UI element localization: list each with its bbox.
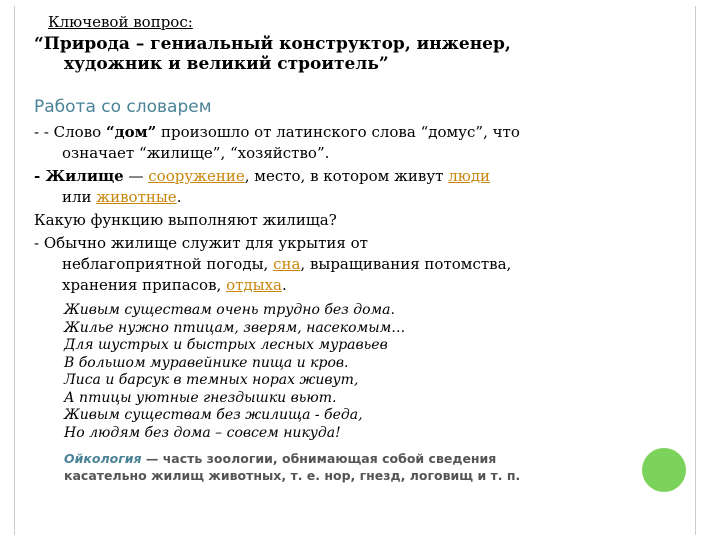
word-dom-paragraph	[34, 122, 684, 164]
answer-line-2	[34, 254, 684, 275]
zhilishche-paragraph	[34, 166, 684, 208]
ecology-rest: — часть зоологии, обнимающая собой сведения	[141, 451, 497, 466]
answer-line-1: - Обычно жилище служит для укрытия от	[34, 234, 368, 252]
word-dom-prefix: - - Слово	[34, 123, 106, 141]
link-sooruzhenie[interactable]: сооружение	[148, 167, 245, 185]
word-dom-term: “дом”	[105, 123, 157, 141]
ecology-definition	[64, 450, 684, 484]
answer-line2-pre: неблагоприятной погоды,	[62, 255, 274, 273]
answer-line-3	[34, 275, 684, 296]
poem-line: Но людям без дома – совсем никуда!	[64, 424, 341, 441]
answer-line3-pre: хранения припасов,	[62, 276, 227, 294]
answer-line2-post: , выращивания потомства,	[300, 255, 512, 273]
link-lyudi[interactable]: люди	[448, 167, 491, 185]
quote-line-2: художник и великий строитель”	[64, 54, 389, 74]
poem-line: Живым существам очень трудно без дома.	[64, 302, 395, 318]
word-dom-line-2: означает “жилище”, “хозяйство”.	[62, 144, 330, 162]
slide-content	[34, 12, 684, 484]
zhilishche-line2-post: .	[176, 188, 182, 206]
zhilishche-line-2	[34, 187, 684, 208]
ecology-term: Ойкология	[64, 451, 142, 466]
key-quote	[34, 34, 684, 74]
poem-line: Лиса и барсук в темных норах живут,	[64, 372, 359, 388]
link-zhivotnye[interactable]: животные	[96, 188, 177, 206]
answer-line3-post: .	[281, 276, 287, 294]
poem-line: Живым существам без жилища - беда,	[64, 407, 363, 423]
poem-line: Для шустрых и быстрых лесных муравьев	[64, 337, 388, 353]
key-question-label: Ключевой вопрос:	[48, 13, 193, 31]
poem-line: А птицы уютные гнездышки вьют.	[64, 389, 337, 406]
quote-line-1: “Природа – гениальный конструктор, инженер,	[34, 34, 511, 54]
link-sna[interactable]: сна	[273, 255, 301, 273]
zhilishche-line2-pre: или	[62, 188, 97, 206]
ecology-line-2: касательно жилищ животных, т. е. нор, гнезд, логовищ и т. п.	[64, 468, 521, 483]
poem-line: В большом муравейнике пища и кров.	[64, 354, 349, 371]
question-text: Какую функцию выполняют жилища?	[34, 211, 337, 229]
zhilishche-term: - Жилище	[34, 167, 124, 185]
word-dom-rest: произошло от латинского слова “домус”, что	[156, 123, 520, 141]
link-otdykha[interactable]: отдыха	[226, 276, 282, 294]
section-title: Работа со словарем	[34, 97, 212, 117]
zhilishche-dash: —	[123, 167, 149, 185]
poem	[64, 302, 684, 442]
zhilishche-mid: , место, в котором живут	[244, 167, 449, 185]
answer-paragraph	[34, 233, 684, 296]
poem-line: Жилье нужно птицам, зверям, насекомым…	[64, 319, 406, 336]
